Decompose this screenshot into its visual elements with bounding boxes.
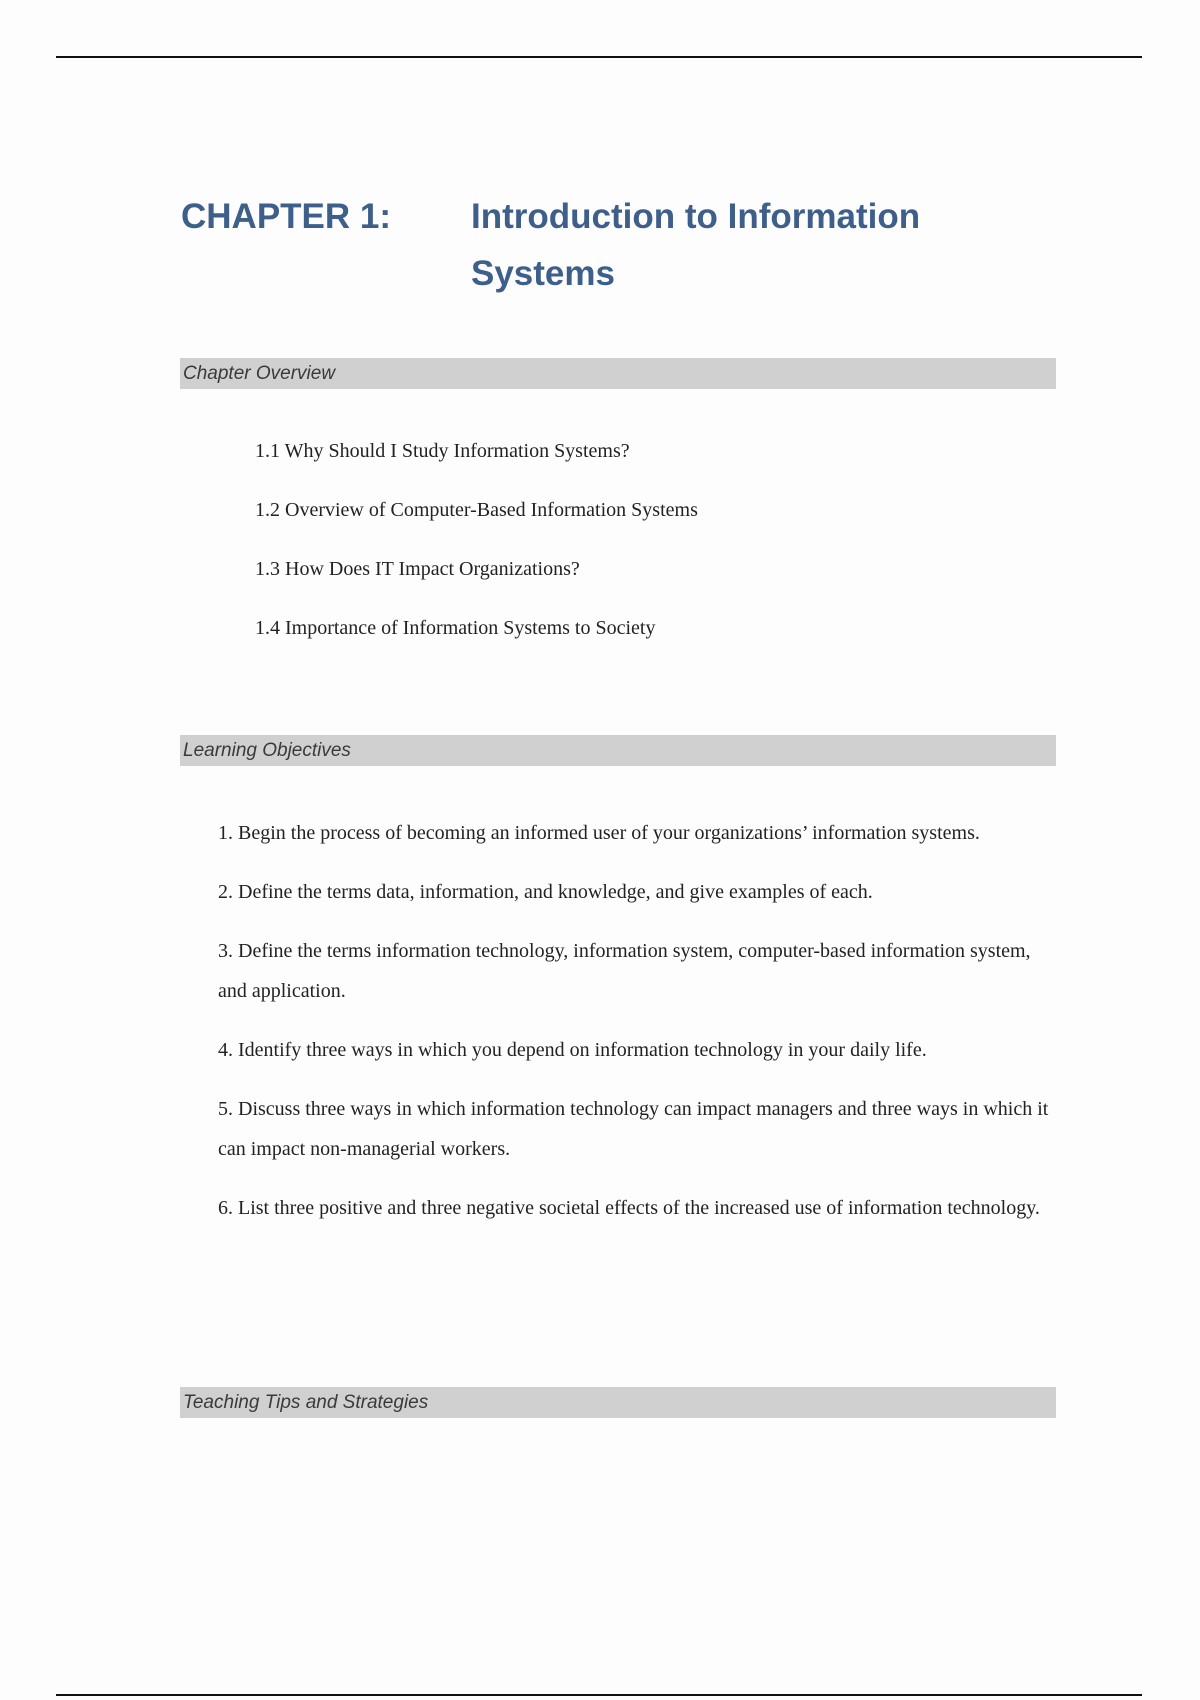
section-heading-learning-objectives: Learning Objectives <box>180 735 1056 766</box>
list-item: 2. Define the terms data, information, and knowledge, and give examples of each. <box>218 881 873 903</box>
chapter-title: Introduction to Information Systems <box>471 197 921 293</box>
list-item: 1.3 How Does IT Impact Organizations? <box>255 558 580 580</box>
list-item: 1.2 Overview of Computer-Based Information Systems <box>255 499 698 521</box>
list-item: 6. List three positive and three negative societal effects of the increased use of information technology. <box>218 1197 1040 1219</box>
section-heading-teaching-tips: Teaching Tips and Strategies <box>180 1387 1056 1418</box>
top-rule <box>56 56 1142 58</box>
list-item: 4. Identify three ways in which you depend on information technology in your daily life. <box>218 1039 927 1061</box>
list-item: 5. Discuss three ways in which information technology can impact managers and three ways in which it can impact non-managerial workers. <box>218 1098 1049 1160</box>
list-item: 1.4 Importance of Information Systems to Society <box>255 617 656 639</box>
list-item: 3. Define the terms information technology, information system, computer-based information system, and application. <box>218 940 1031 1002</box>
learning-objectives-list <box>218 813 1053 1247</box>
chapter-number: CHAPTER 1: <box>181 197 392 236</box>
list-item: 1.1 Why Should I Study Information Systems? <box>255 440 630 462</box>
chapter-overview-list <box>255 436 698 672</box>
list-item: 1. Begin the process of becoming an informed user of your organizations’ information systems. <box>218 822 980 844</box>
section-heading-chapter-overview: Chapter Overview <box>180 358 1056 389</box>
bottom-rule <box>56 1694 1142 1696</box>
